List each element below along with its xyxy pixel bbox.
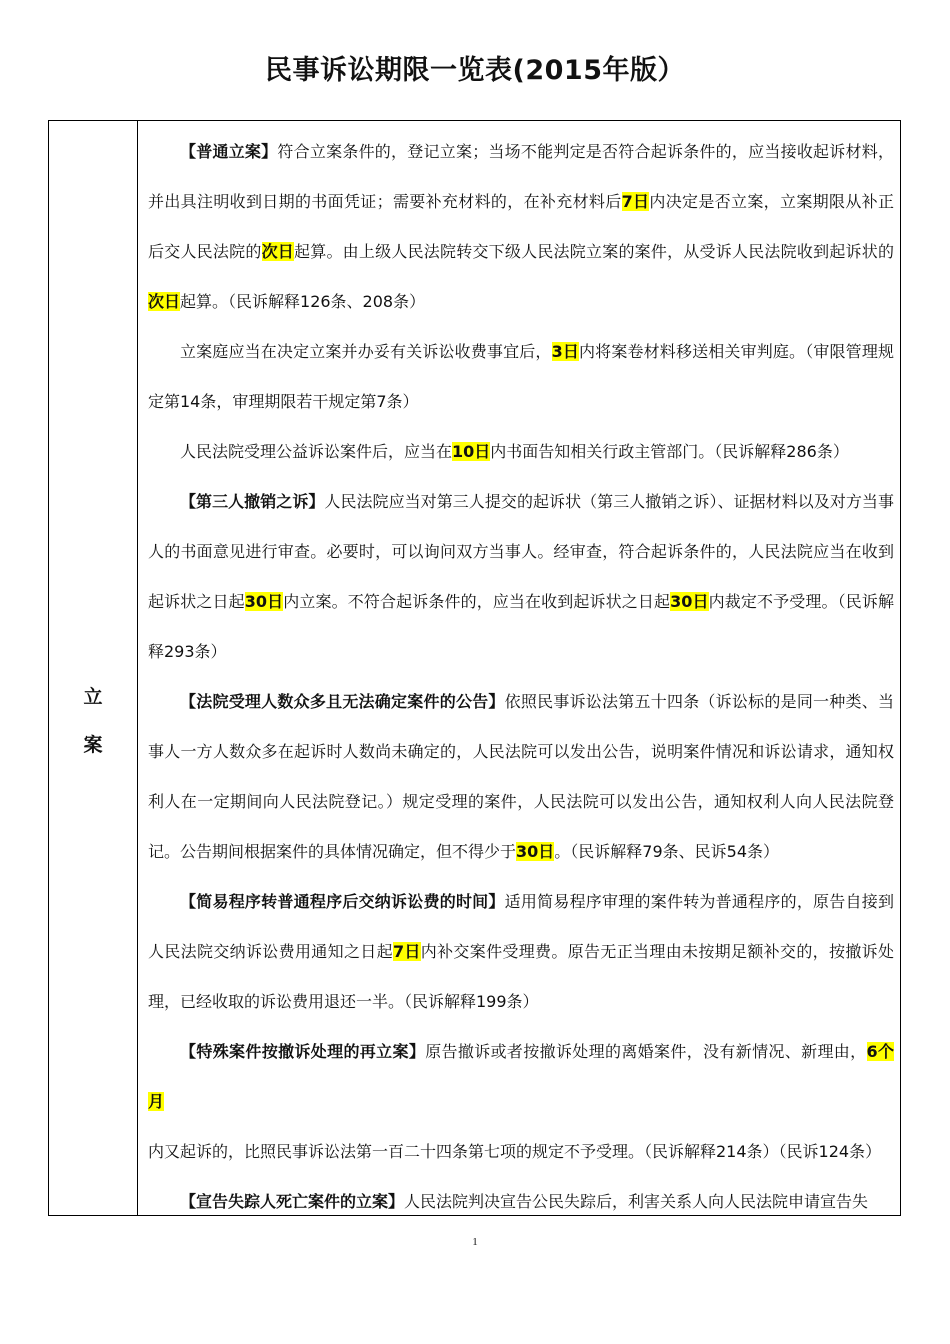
highlighted-deadline: 30日 bbox=[516, 842, 555, 861]
section-heading: 【普通立案】 bbox=[180, 142, 278, 161]
section-heading: 【简易程序转普通程序后交纳诉讼费的时间】 bbox=[180, 892, 505, 911]
section-heading: 【法院受理人数众多且无法确定案件的公告】 bbox=[180, 692, 505, 711]
section-heading: 【特殊案件按撤诉处理的再立案】 bbox=[180, 1042, 426, 1061]
rule-text: 内立案。不符合起诉条件的，应当在收到起诉状之日起 bbox=[283, 592, 671, 611]
rule-paragraph bbox=[148, 1177, 894, 1215]
category-label bbox=[49, 673, 137, 769]
rule-text: 依照民事诉讼法第五十四条（诉讼标的是同一种类、当事人一方人数众多在起诉时人数尚未确定的，人民法院可以发出公告，说明案件情况和诉讼请求，通知权利人在一定期间向人民法院登记。）规定受理的案件，人民法院可以发出公告，通知权利人向人民法院登记。公告期间根据案件的具体情况确定，但不得少于 bbox=[148, 692, 894, 861]
highlighted-deadline: 7日 bbox=[621, 192, 650, 211]
rule-paragraph bbox=[148, 677, 894, 877]
content-column bbox=[138, 121, 900, 1215]
highlighted-deadline: 次日 bbox=[261, 242, 295, 261]
rule-paragraph bbox=[148, 477, 894, 677]
rule-text: 人民法院应当对第三人提交的起诉状（第三人撤销之诉）、证据材料以及对方当事人的书面意见进行审查。必要时，可以询问双方当事人。经审查，符合起诉条件的，人民法院应当在收到起诉状之日起 bbox=[148, 492, 894, 611]
rule-text: 符合立案条件的，登记立案；当场不能判定是否符合起诉条件的，应当接收起诉材料，并出具注明收到日期的书面凭证；需要补充材料的，在补充材料后 bbox=[148, 142, 894, 211]
rule-text: 。（民诉解释79条、民诉54条） bbox=[554, 842, 780, 861]
rule-text: 适用简易程序审理的案件转为普通程序的，原告自接到人民法院交纳诉讼费用通知之日起 bbox=[148, 892, 894, 961]
rule-text: 立案庭应当在决定立案并办妥有关诉讼收费事宜后， bbox=[180, 342, 552, 361]
rule-text: 人民法院受理公益诉讼案件后，应当在 bbox=[180, 442, 453, 461]
category-char: 立 bbox=[83, 686, 103, 708]
rule-text: 人民法院判决宣告公民失踪后，利害关系人向人民法院申请宣告失 bbox=[404, 1192, 869, 1211]
page-number: 1 bbox=[472, 1236, 478, 1248]
rule-paragraph bbox=[148, 877, 894, 1027]
rule-text: 起算。（民诉解释126条、208条） bbox=[180, 292, 426, 311]
rule-text: 内书面告知相关行政主管部门。（民诉解释286条） bbox=[490, 442, 849, 461]
rule-paragraph bbox=[148, 1027, 894, 1177]
rule-text: 内裁定不予受理。（民诉解释293条） bbox=[148, 592, 894, 661]
rule-paragraph bbox=[148, 127, 894, 327]
highlighted-deadline: 30日 bbox=[244, 592, 284, 611]
category-column bbox=[49, 121, 138, 1215]
rule-text: 原告撤诉或者按撤诉处理的离婚案件，没有新情况、新理由， bbox=[425, 1042, 867, 1061]
section-heading: 【宣告失踪人死亡案件的立案】 bbox=[180, 1192, 405, 1211]
highlighted-deadline: 30日 bbox=[670, 592, 709, 611]
rule-text: 内将案卷材料移送相关审判庭。（审限管理规定第14条，审理期限若干规定第7条） bbox=[148, 342, 894, 411]
highlighted-deadline: 6个月 bbox=[148, 1042, 894, 1111]
rule-paragraph bbox=[148, 427, 894, 477]
page-title: 民事诉讼期限一览表(2015年版） bbox=[265, 55, 685, 86]
section-heading: 【第三人撤销之诉】 bbox=[180, 492, 325, 511]
rule-text: 内补交案件受理费。原告无正当理由未按期足额补交的，按撤诉处理，已经收取的诉讼费用退还一半。（民诉解释199条） bbox=[148, 942, 894, 1011]
highlighted-deadline: 次日 bbox=[148, 292, 181, 311]
rule-text: 起算。由上级人民法院转交下级人民法院立案的案件，从受诉人民法院收到起诉状的 bbox=[294, 242, 894, 261]
rule-paragraph bbox=[148, 327, 894, 427]
highlighted-deadline: 10日 bbox=[452, 442, 491, 461]
deadline-table bbox=[48, 120, 901, 1216]
highlighted-deadline: 3日 bbox=[551, 342, 580, 361]
category-char: 案 bbox=[83, 734, 103, 756]
highlighted-deadline: 7日 bbox=[392, 942, 421, 961]
rule-text: 内决定是否立案，立案期限从补正后交人民法院的 bbox=[148, 192, 894, 261]
rule-text: 内又起诉的，比照民事诉讼法第一百二十四条第七项的规定不予受理。（民诉解释214条）（民诉124条） bbox=[148, 1142, 882, 1161]
